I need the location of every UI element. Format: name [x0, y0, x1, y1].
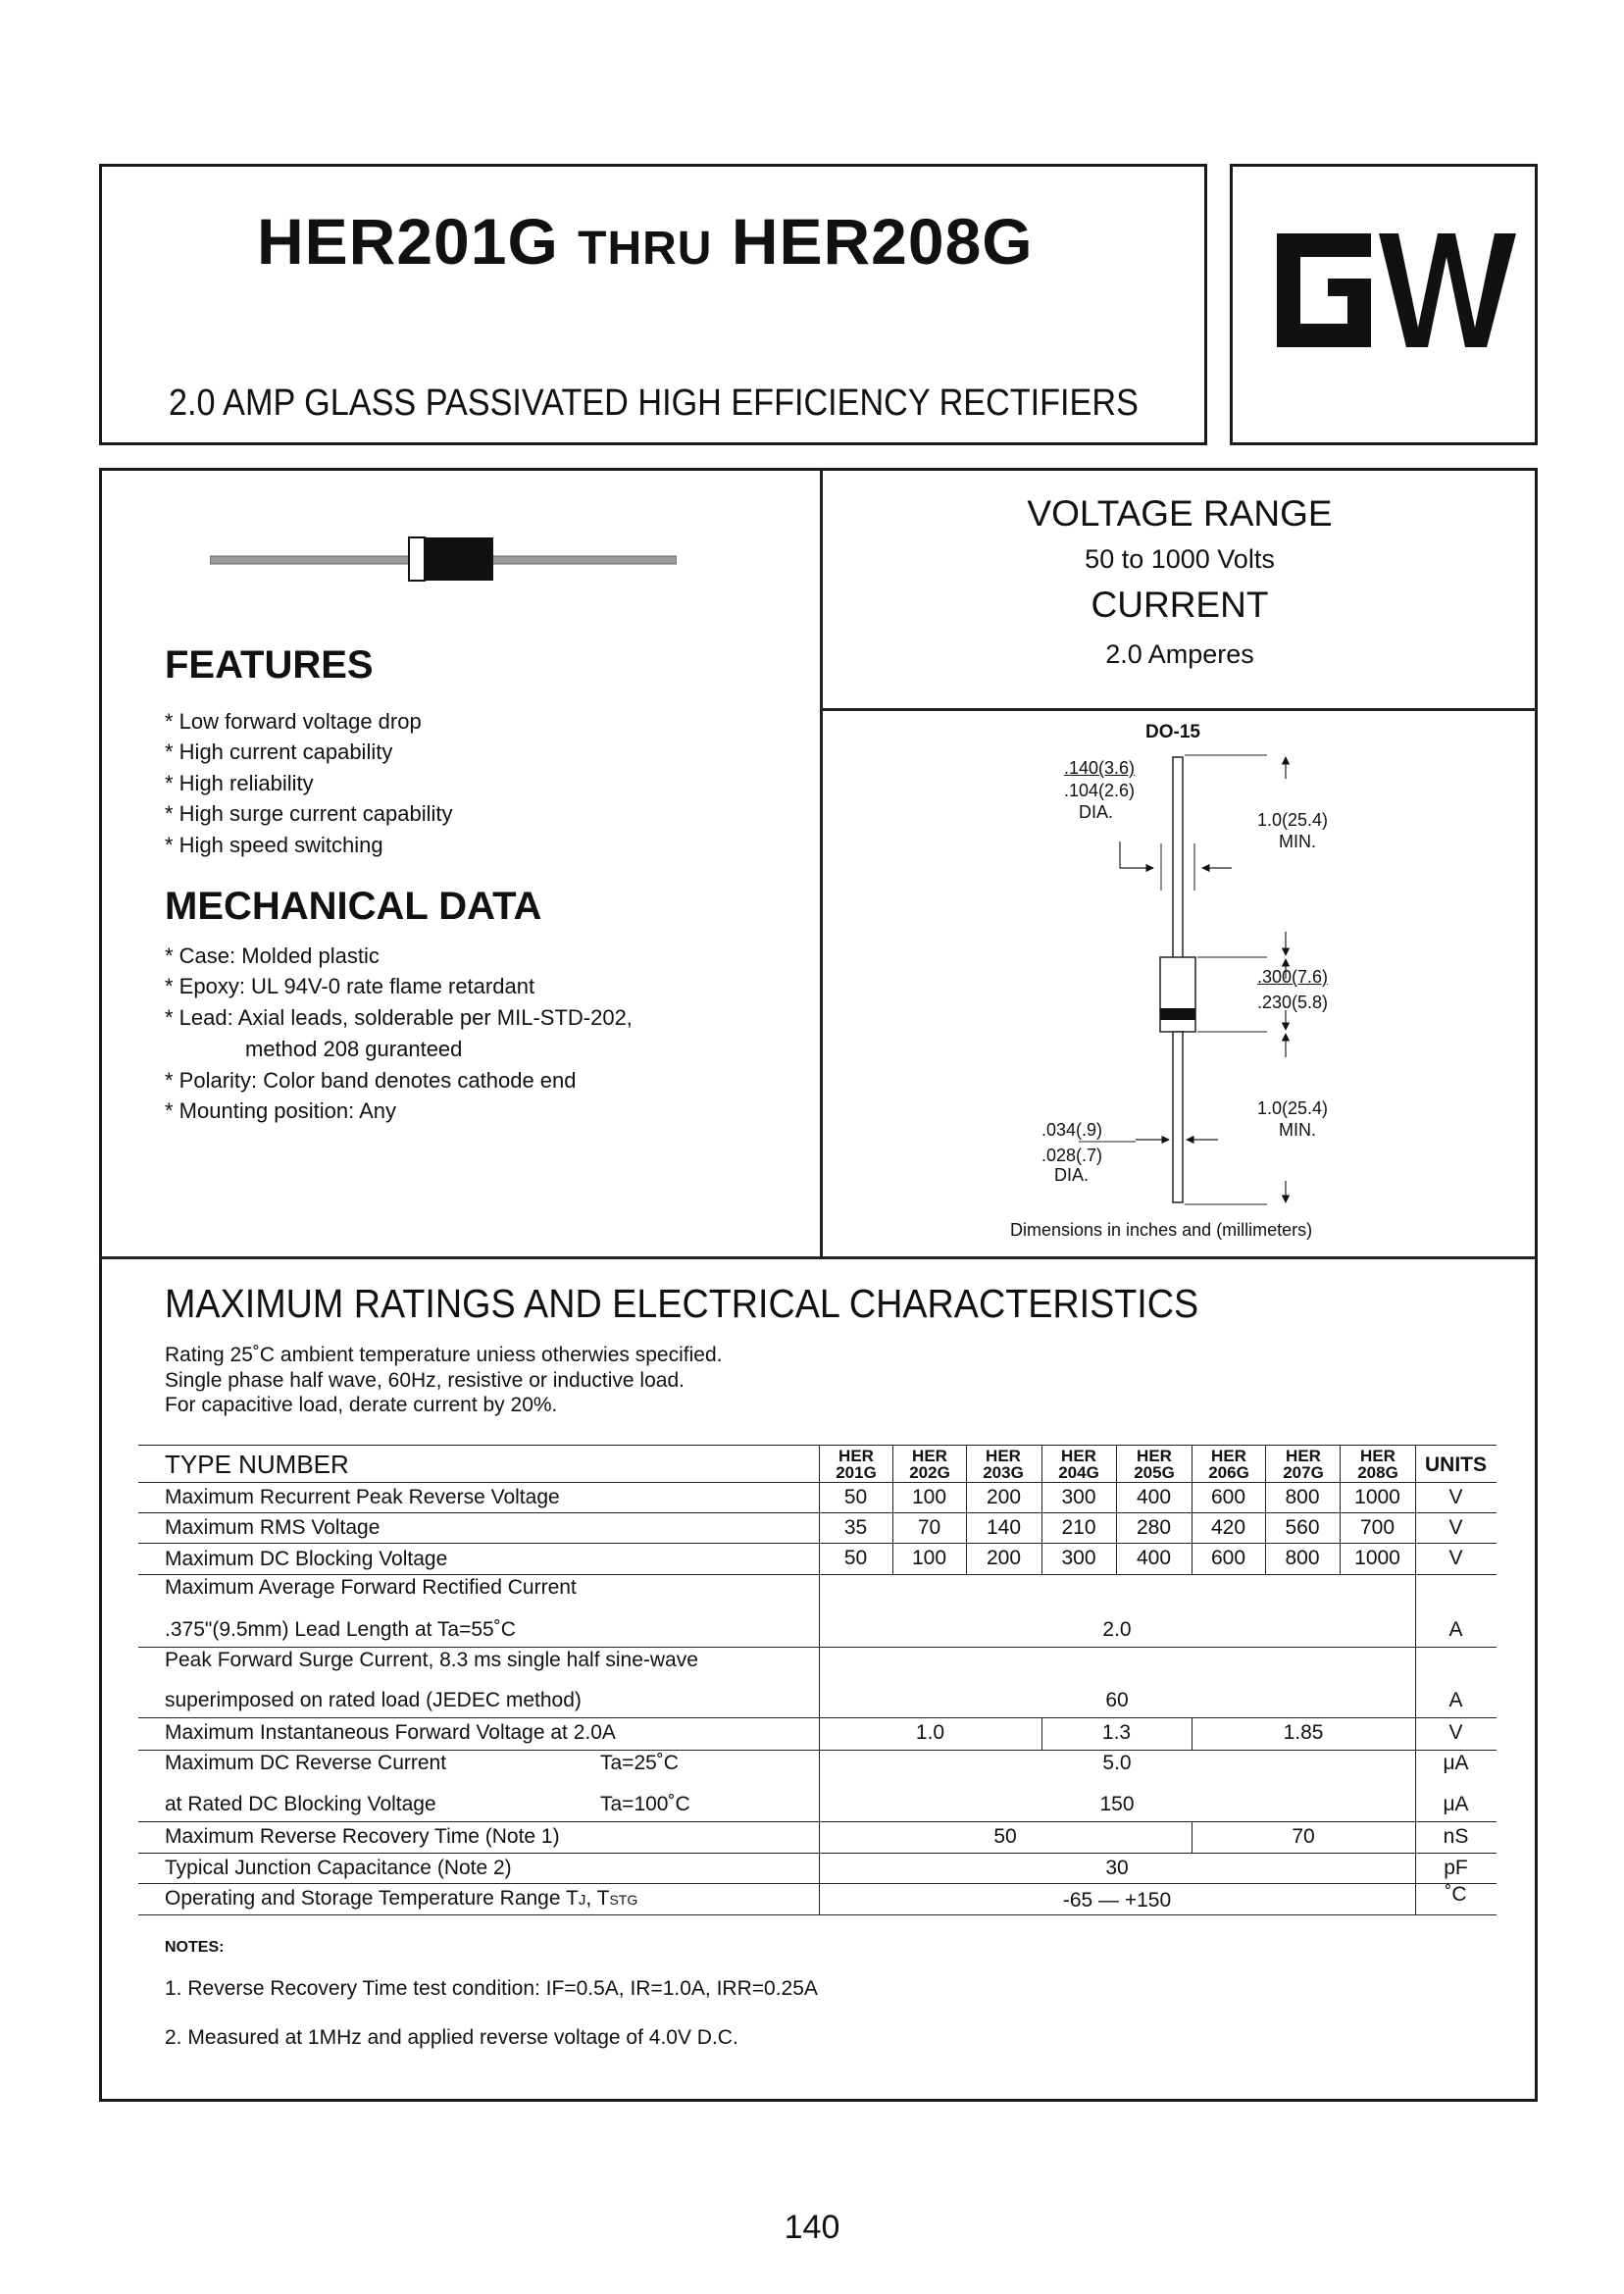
page-number: 140	[784, 2209, 840, 2246]
mechanical-item: * Polarity: Color band denotes cathode end	[165, 1068, 577, 1093]
part-header	[1044, 1448, 1113, 1481]
body-length-max: .300(7.6)	[1257, 967, 1329, 987]
vdc-value: 300	[1061, 1547, 1096, 1569]
vdc-value: 1000	[1354, 1547, 1400, 1569]
vrrm-unit: V	[1448, 1486, 1463, 1508]
feature-item: * High speed switching	[165, 833, 383, 857]
part-header	[895, 1448, 964, 1481]
vrms-value: 70	[917, 1516, 941, 1539]
vrrm-value: 50	[843, 1486, 868, 1508]
voltage-range-value: 50 to 1000 Volts	[1085, 544, 1275, 574]
lead-dia-label: DIA.	[1079, 802, 1114, 822]
vf-value: 1.0	[915, 1721, 945, 1744]
part-header-prefix: HER	[986, 1447, 1021, 1465]
tj-comma: , T	[585, 1887, 610, 1910]
vf-value: 1.3	[1101, 1721, 1132, 1744]
iav-label: Maximum Average Forward Rectified Current	[165, 1576, 577, 1599]
ir-value-100c: 150	[1099, 1793, 1135, 1815]
vrms-value: 35	[843, 1516, 868, 1539]
note-item: 2. Measured at 1MHz and applied reverse voltage of 4.0V D.C.	[165, 2026, 738, 2049]
ir-unit-25c: μA	[1443, 1752, 1469, 1774]
condition-text: Rating 25˚C ambient temperature uniess otherwies specified.	[165, 1344, 723, 1366]
mechanical-heading: MECHANICAL DATA	[165, 885, 542, 928]
wire-dia-max: .034(.9)	[1041, 1120, 1103, 1140]
part-header	[1269, 1448, 1338, 1481]
mechanical-item: * Lead: Axial leads, solderable per MIL-STD-202,	[165, 1005, 633, 1030]
feature-item: * Low forward voltage drop	[165, 709, 422, 734]
vrms-unit: V	[1448, 1516, 1463, 1539]
part-header-code: 205G	[1134, 1463, 1175, 1482]
current-value: 2.0 Amperes	[1105, 639, 1254, 669]
tj-label	[165, 1887, 637, 1911]
lead-length-top: 1.0(25.4)	[1257, 810, 1329, 830]
part-to: HER208G	[731, 205, 1034, 278]
part-header	[969, 1448, 1038, 1481]
cj-unit: pF	[1444, 1857, 1468, 1879]
thru-label: THRU	[578, 223, 713, 275]
gw-logo	[1277, 233, 1516, 347]
section-divider	[100, 1256, 1537, 1259]
vdc-value: 800	[1285, 1547, 1320, 1569]
features-heading: FEATURES	[165, 643, 374, 687]
vrrm-value: 300	[1061, 1486, 1096, 1508]
vrms-label: Maximum RMS Voltage	[165, 1516, 381, 1539]
vrms-value: 210	[1061, 1516, 1096, 1539]
ir-value-25c: 5.0	[1102, 1752, 1132, 1774]
part-header-code: 203G	[983, 1463, 1024, 1482]
notes-heading: NOTES:	[165, 1939, 225, 1956]
lead-length-bottom-min: MIN.	[1279, 1120, 1316, 1140]
part-header-prefix: HER	[1286, 1447, 1321, 1465]
vf-label: Maximum Instantaneous Forward Voltage at 2.0A	[165, 1721, 616, 1744]
wire-dia-label: DIA.	[1054, 1165, 1090, 1185]
trr-value: 50	[993, 1825, 1017, 1848]
voltage-range-title: VOLTAGE RANGE	[1027, 493, 1333, 534]
document-title	[257, 204, 1034, 279]
feature-item: * High current capability	[165, 739, 393, 764]
part-header-prefix: HER	[1360, 1447, 1396, 1465]
tj-sub-j: J	[578, 1892, 586, 1909]
mechanical-item: * Case: Molded plastic	[165, 943, 380, 968]
part-header-code: 201G	[836, 1463, 877, 1482]
lead-dia-max: .140(3.6)	[1064, 758, 1136, 778]
iav-value: 2.0	[1102, 1618, 1132, 1641]
trr-unit: nS	[1443, 1825, 1469, 1848]
mechanical-item: * Mounting position: Any	[165, 1098, 397, 1123]
vdc-value: 400	[1136, 1547, 1172, 1569]
vrrm-value: 200	[986, 1486, 1022, 1508]
vrrm-label: Maximum Recurrent Peak Reverse Voltage	[165, 1486, 560, 1508]
vrrm-value: 1000	[1354, 1486, 1400, 1508]
vrms-value: 560	[1285, 1516, 1320, 1539]
vdc-value: 100	[911, 1547, 947, 1569]
ifsm-unit: A	[1448, 1689, 1463, 1711]
part-header-prefix: HER	[1211, 1447, 1246, 1465]
ratings-divider	[820, 708, 1537, 711]
part-header-prefix: HER	[838, 1447, 874, 1465]
part-header-code: 208G	[1357, 1463, 1398, 1482]
ir-condition-25c: Ta=25˚C	[600, 1752, 679, 1774]
note-item: 1. Reverse Recovery Time test condition: IF=0.5A, IR=1.0A, IRR=0.25A	[165, 1977, 818, 2000]
dimensions-caption: Dimensions in inches and (millimeters)	[1010, 1220, 1313, 1240]
trr-value: 70	[1292, 1825, 1315, 1848]
units-label: UNITS	[1425, 1453, 1487, 1476]
vrms-value: 140	[986, 1516, 1022, 1539]
vdc-label: Maximum DC Blocking Voltage	[165, 1548, 448, 1570]
part-header	[1120, 1448, 1189, 1481]
vrrm-value: 100	[911, 1486, 947, 1508]
mechanical-item: method 208 guranteed	[245, 1037, 463, 1061]
vrms-value: 700	[1359, 1516, 1396, 1539]
cj-value: 30	[1105, 1857, 1129, 1879]
ir-label-rated: at Rated DC Blocking Voltage	[165, 1793, 436, 1815]
vrrm-value: 800	[1285, 1486, 1320, 1508]
diode-illustration	[210, 534, 677, 585]
vrrm-value: 600	[1210, 1486, 1246, 1508]
part-header	[1344, 1448, 1412, 1481]
trr-label: Maximum Reverse Recovery Time (Note 1)	[165, 1825, 560, 1848]
part-header-code: 202G	[909, 1463, 950, 1482]
tj-unit: ˚C	[1445, 1883, 1467, 1906]
part-header-prefix: HER	[912, 1447, 947, 1465]
package-name: DO-15	[1145, 722, 1200, 742]
tj-label-text: Operating and Storage Temperature Range T	[165, 1887, 579, 1910]
part-header-prefix: HER	[1061, 1447, 1096, 1465]
vdc-value: 50	[843, 1547, 868, 1569]
part-header-prefix: HER	[1137, 1447, 1172, 1465]
feature-item: * High reliability	[165, 771, 314, 795]
condition-text: Single phase half wave, 60Hz, resistive or inductive load.	[165, 1369, 685, 1392]
part-header	[1194, 1448, 1263, 1481]
part-header-code: 206G	[1208, 1463, 1249, 1482]
tj-sub-stg: STG	[609, 1892, 638, 1908]
ir-label: Maximum DC Reverse Current	[165, 1752, 447, 1774]
ifsm-label: Peak Forward Surge Current, 8.3 ms single half sine-wave	[165, 1649, 698, 1671]
vdc-value: 600	[1210, 1547, 1246, 1569]
iav-condition: .375"(9.5mm) Lead Length at Ta=55˚C	[165, 1618, 516, 1641]
vdc-value: 200	[986, 1547, 1022, 1569]
cj-label: Typical Junction Capacitance (Note 2)	[165, 1857, 512, 1879]
part-from: HER201G	[257, 205, 559, 278]
part-header-code: 207G	[1283, 1463, 1324, 1482]
feature-item: * High surge current capability	[165, 801, 453, 826]
vrms-value: 280	[1136, 1516, 1172, 1539]
part-header-code: 204G	[1058, 1463, 1099, 1482]
vrrm-value: 400	[1136, 1486, 1172, 1508]
current-title: CURRENT	[1091, 585, 1269, 625]
vrms-value: 420	[1210, 1516, 1246, 1539]
iav-unit: A	[1448, 1618, 1463, 1641]
ir-unit-100c: μA	[1443, 1793, 1469, 1815]
wire-dia-min: .028(.7)	[1041, 1146, 1103, 1165]
part-header	[822, 1448, 890, 1481]
tj-value: -65 — +150	[1062, 1889, 1172, 1912]
document-subtitle: 2.0 AMP GLASS PASSIVATED HIGH EFFICIENCY RECTIFIERS	[169, 382, 1139, 424]
type-number-label: TYPE NUMBER	[165, 1450, 349, 1479]
condition-text: For capacitive load, derate current by 20%.	[165, 1394, 558, 1416]
lead-dia-min: .104(2.6)	[1064, 781, 1136, 800]
vdc-unit: V	[1448, 1547, 1463, 1569]
vf-value: 1.85	[1283, 1721, 1324, 1744]
lead-length-top-min: MIN.	[1279, 832, 1316, 851]
body-length-min: .230(5.8)	[1257, 993, 1329, 1012]
ifsm-condition: superimposed on rated load (JEDEC method)	[165, 1689, 582, 1711]
lead-length-bottom: 1.0(25.4)	[1257, 1098, 1329, 1118]
mechanical-item: * Epoxy: UL 94V-0 rate flame retardant	[165, 974, 535, 998]
ir-condition-100c: Ta=100˚C	[600, 1793, 690, 1815]
ifsm-value: 60	[1105, 1689, 1129, 1711]
characteristics-heading: MAXIMUM RATINGS AND ELECTRICAL CHARACTERISTICS	[165, 1281, 1199, 1326]
vf-unit: V	[1448, 1721, 1463, 1744]
